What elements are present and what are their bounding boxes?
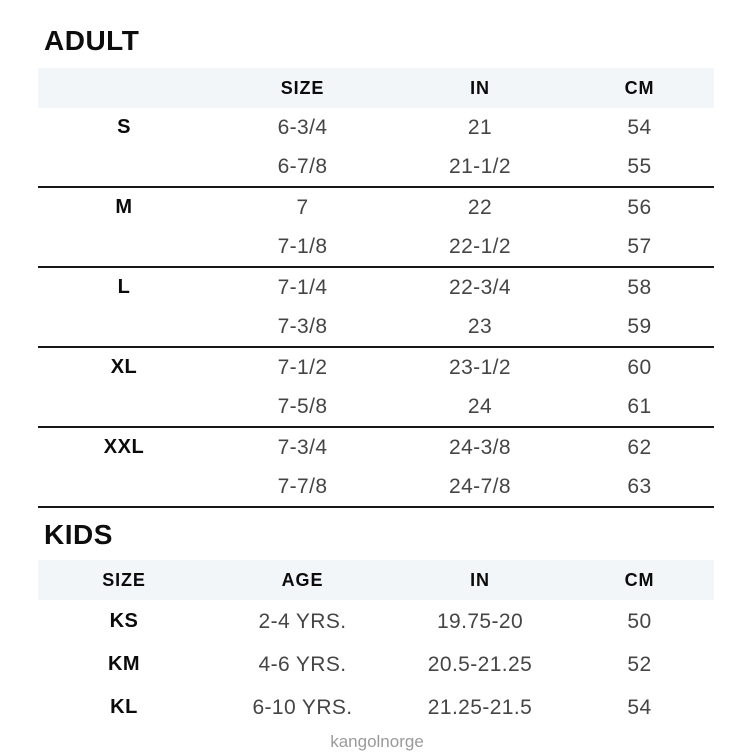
size-group-label: XL bbox=[110, 356, 138, 378]
inches-value: 21 bbox=[467, 115, 493, 139]
adult-size-group-l bbox=[38, 268, 714, 348]
inches-value: 21.25-21.5 bbox=[427, 695, 533, 719]
inches-value: 24-7/8 bbox=[449, 474, 511, 498]
size-group-label: L bbox=[117, 276, 131, 298]
hat-size-value: 7-5/8 bbox=[277, 394, 328, 418]
adult-column-header-size: SIZE bbox=[280, 77, 325, 98]
table-row bbox=[38, 467, 714, 506]
inches-value: 23-1/2 bbox=[449, 355, 511, 379]
cm-value: 50 bbox=[627, 609, 652, 633]
kids-table-header-row bbox=[38, 560, 714, 600]
cm-value: 56 bbox=[627, 195, 652, 219]
hat-size-value: 6-3/4 bbox=[277, 115, 328, 139]
inches-value: 23 bbox=[467, 314, 493, 338]
age-value: 2-4 YRS. bbox=[258, 609, 347, 633]
age-value: 6-10 YRS. bbox=[252, 695, 353, 719]
hat-size-value: 6-7/8 bbox=[277, 154, 328, 178]
size-group-label: M bbox=[115, 196, 133, 218]
table-row bbox=[38, 387, 714, 426]
table-row bbox=[38, 227, 714, 266]
table-row bbox=[38, 428, 714, 467]
kids-column-header-cm: CM bbox=[624, 569, 655, 590]
cm-value: 54 bbox=[627, 115, 652, 139]
table-row bbox=[38, 188, 714, 227]
kids-column-header-size: SIZE bbox=[102, 569, 146, 590]
adult-size-group-s bbox=[38, 108, 714, 188]
adult-section-title: ADULT bbox=[44, 25, 140, 56]
adult-size-table bbox=[38, 68, 714, 508]
inches-value: 19.75-20 bbox=[436, 609, 524, 633]
table-row bbox=[38, 268, 714, 307]
adult-column-header-in: IN bbox=[470, 77, 490, 98]
adult-column-header-cm: CM bbox=[624, 77, 655, 98]
inches-value: 24 bbox=[467, 394, 493, 418]
cm-value: 57 bbox=[627, 234, 652, 258]
cm-value: 58 bbox=[627, 275, 652, 299]
kids-size-table bbox=[38, 560, 714, 729]
cm-value: 63 bbox=[627, 474, 652, 498]
cm-value: 52 bbox=[627, 652, 652, 676]
age-value: 4-6 YRS. bbox=[258, 652, 347, 676]
kids-column-header-in: IN bbox=[470, 569, 490, 590]
size-group-label: XXL bbox=[103, 436, 145, 458]
inches-value: 21-1/2 bbox=[449, 154, 511, 178]
cm-value: 54 bbox=[627, 695, 652, 719]
inches-value: 24-3/8 bbox=[449, 435, 511, 459]
inches-value: 22-1/2 bbox=[449, 234, 511, 258]
hat-size-value: 7-7/8 bbox=[277, 474, 328, 498]
hat-size-value: 7-1/8 bbox=[277, 234, 328, 258]
table-row bbox=[38, 307, 714, 346]
inches-value: 22 bbox=[467, 195, 493, 219]
adult-table-header-row bbox=[38, 68, 714, 108]
size-group-label: S bbox=[117, 116, 131, 138]
brand-footer-text: kangolnorge bbox=[330, 732, 424, 751]
adult-size-group-m bbox=[38, 188, 714, 268]
cm-value: 61 bbox=[627, 394, 652, 418]
table-row bbox=[38, 348, 714, 387]
inches-value: 20.5-21.25 bbox=[427, 652, 533, 676]
table-row bbox=[38, 686, 714, 729]
kids-section-title: KIDS bbox=[44, 519, 113, 550]
hat-size-value: 7-1/2 bbox=[277, 355, 328, 379]
table-row bbox=[38, 147, 714, 186]
cm-value: 60 bbox=[627, 355, 652, 379]
inches-value: 22-3/4 bbox=[449, 275, 511, 299]
adult-size-group-xxl bbox=[38, 428, 714, 508]
hat-size-value: 7 bbox=[296, 195, 309, 219]
cm-value: 55 bbox=[627, 154, 652, 178]
hat-size-value: 7-3/4 bbox=[277, 435, 328, 459]
kids-size-label: KS bbox=[109, 610, 139, 632]
kids-size-label: KL bbox=[110, 696, 138, 718]
table-row bbox=[38, 643, 714, 686]
cm-value: 62 bbox=[627, 435, 652, 459]
cm-value: 59 bbox=[627, 314, 652, 338]
hat-size-value: 7-1/4 bbox=[277, 275, 328, 299]
table-row bbox=[38, 600, 714, 643]
table-row bbox=[38, 108, 714, 147]
hat-size-value: 7-3/8 bbox=[277, 314, 328, 338]
adult-size-group-xl bbox=[38, 348, 714, 428]
kids-size-label: KM bbox=[107, 653, 141, 675]
kids-column-header-age: AGE bbox=[281, 569, 324, 590]
